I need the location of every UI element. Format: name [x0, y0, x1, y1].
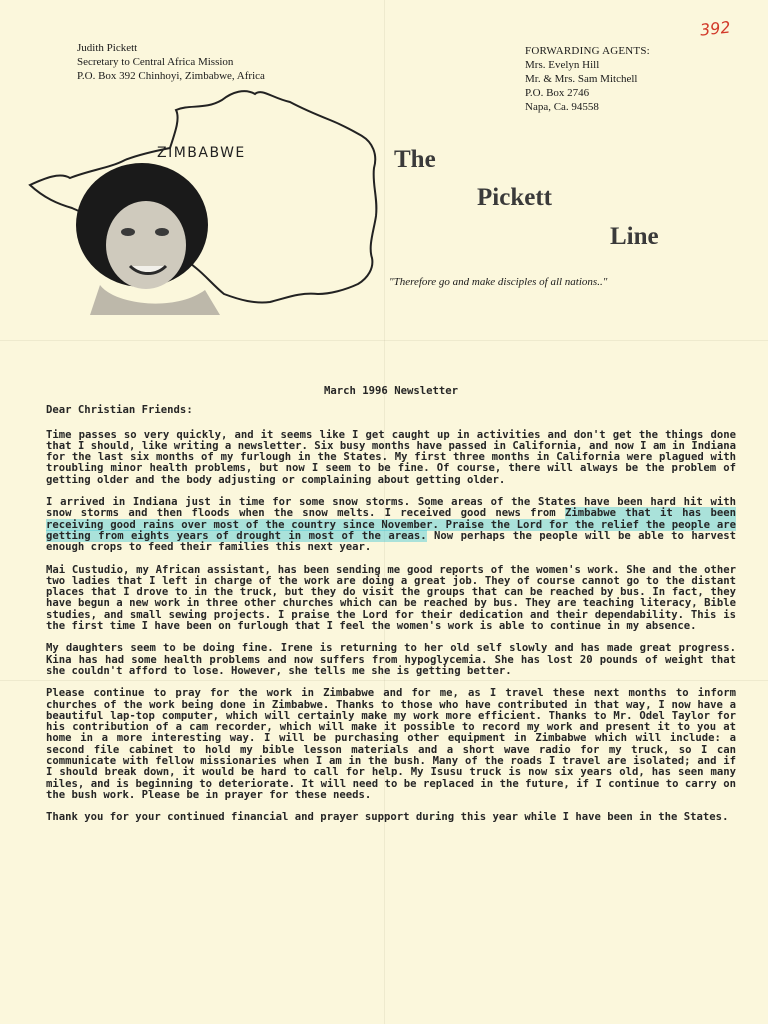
greeting: Dear Christian Friends:	[46, 404, 193, 417]
sender-address	[77, 41, 265, 83]
masthead-word-line: Line	[610, 223, 659, 250]
forwarding-agents-title: FORWARDING AGENTS:	[525, 45, 650, 57]
paper-fold-upper	[0, 340, 768, 341]
paragraph-6: Thank you for your continued financial and prayer support during this year while I have been in the States.	[46, 811, 729, 824]
agent-line: Mr. & Mrs. Sam Mitchell	[525, 73, 638, 85]
paragraph-2	[46, 497, 736, 553]
agent-line: Napa, Ca. 94558	[525, 101, 599, 113]
masthead-motto: "Therefore go and make disciples of all nations.."	[389, 276, 608, 288]
newsletter-title: March 1996 Newsletter	[324, 385, 458, 397]
map-label: ZIMBABWE	[157, 145, 246, 161]
masthead-word-the: The	[394, 146, 436, 173]
paragraph-3: Mai Custudio, my African assistant, has been sending me good reports of the women's work. She and the other two ladies that I left in charge of the work are doing a great job. They of course cannot go to the distant places that I drove to in the truck, but they do visit the groups that can be reached by bus. In fact, they have begun a new work in three other churches which can be reached by bus. They are teaching literacy, Bible studies, and small sewing projects. I praise the Lord for their dedication and their dependability. This is the first time I have been on furlough that I feel the women's work is able to continue in my absence.	[46, 563, 736, 633]
paragraph-4: My daughters seem to be doing fine. Irene is returning to her old self slowly and has made great progress. Kina has had some health problems and now suffers from hypoglycemia. She has lost 20 pounds of weight that she couldn't afford to lose. However, she tells me she is getting better.	[46, 642, 736, 677]
zimbabwe-outline	[30, 91, 376, 302]
paragraph-2-end: Now perhaps the people will be able to harvest enough crops to feed their families this next year.	[46, 529, 736, 554]
portrait-photo	[76, 163, 220, 315]
sender-po-box: P.O. Box 392 Chinhoyi, Zimbabwe, Africa	[77, 70, 265, 82]
paragraph-5: Please continue to pray for the work in Zimbabwe and for me, as I travel these next months to inform churches of the work being done in Zimbabwe. Thanks to those who have contributed in that way, I now have a beautiful lap-top computer, which will certainly make my work more efficient. Thanks to Mr. Odel Taylor for his contribution of a cam recorder, which will make it possible to record my work and present it to you at home in a more interesting way. I will be purchasing other equipment in Zimbabwe which will include: a second file cabinet to hold my bible lesson materials and a short wave radio for my truck, so I can communicate with fellow missionaries when I am in the bush. Many of the roads I travel are isolated; and if I should break down, it would be hard to call for help. My Isusu truck is now six years old, has seen many miles, and is beginning to deteriorate. It will need to be replaced in the future, if I continue to carry on the bush work. Please be in prayer for these needs.	[46, 687, 736, 801]
paragraph-1: Time passes so very quickly, and it seems like I get caught up in activities and don't get the things done that I should, like writing a newsletter. Six busy months have passed in California, and now I am in Indiana for the last six months of my furlough in the States. My first three months in California were plagued with troubling minor health problems, but now I seem to be fine. Of course, there will always be the problem of getting older and the body adjusting or complaining about getting older.	[46, 428, 736, 486]
sender-title: Secretary to Central Africa Mission	[77, 56, 234, 68]
agent-line: Mrs. Evelyn Hill	[525, 59, 600, 71]
zimbabwe-map-illustration	[0, 80, 390, 340]
handwritten-page-number: 392	[699, 17, 732, 40]
highlighted-passage: Zimbabwe that it has been receiving good rains over most of the country since November. Praise the Lord for the relief the people are getting from eights years of drought in most of the areas.	[46, 507, 736, 542]
forwarding-agents	[525, 44, 650, 114]
sender-name: Judith Pickett	[77, 42, 138, 54]
masthead-word-pickett: Pickett	[477, 184, 552, 211]
agent-line: P.O. Box 2746	[525, 87, 590, 99]
paragraph-2-start: I arrived in Indiana just in time for some snow storms. Some areas of the States have been hard hit with snow storms and then floods when the snow melts. I received good news from	[46, 496, 736, 520]
letter-body	[46, 386, 736, 835]
